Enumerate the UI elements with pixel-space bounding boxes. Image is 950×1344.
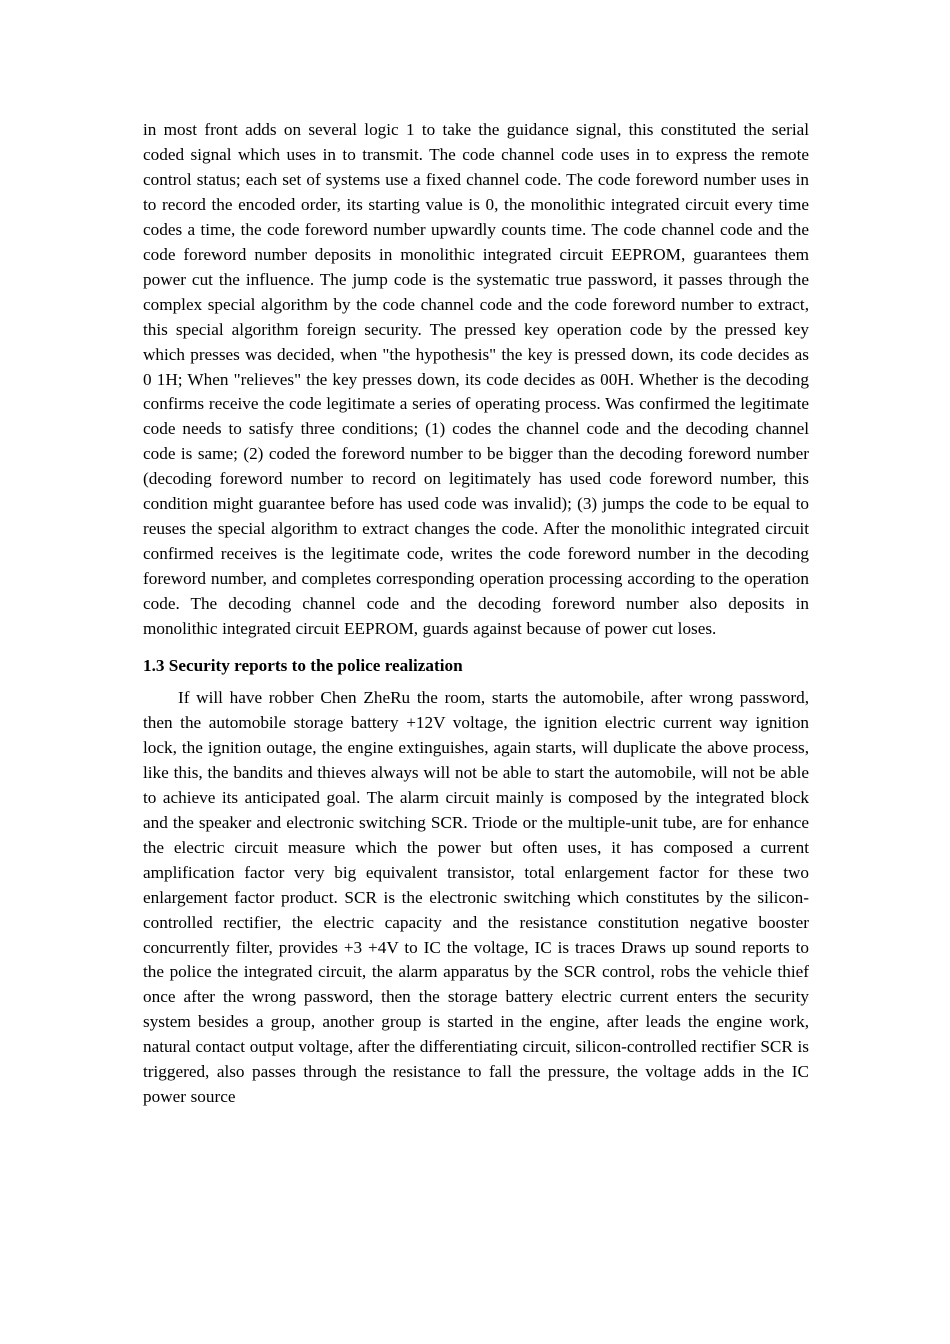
text-column	[143, 118, 809, 1110]
body-paragraph-security-reports: If will have robber Chen ZheRu the room, starts the automobile, after wrong password, then the automobile storage battery +12V voltage, the ignition electric current way ignition lock, the ignition outage, the engine extinguishes, again starts, will duplicate the above process, like this, the bandits and thieves always will not be able to start the automobile, will not be able to achieve its anticipated goal. The alarm circuit mainly is composed by the integrated block and the speaker and electronic switching SCR. Triode or the multiple-unit tube, are for enhance the electric circuit measure which the power but often uses, it has composed a current amplification factor very big equivalent transistor, total enlargement factor for these two enlargement factor product. SCR is the electronic switching which constitutes by the silicon-controlled rectifier, the electric capacity and the resistance constitution negative booster concurrently filter, provides +3 +4V to IC the voltage, IC is traces Draws up sound reports to the police the integrated circuit, the alarm apparatus by the SCR control, robs the vehicle thief once after the wrong password, then the storage battery electric current enters the security system besides a group, another group is started in the engine, after leads the engine work, natural contact output voltage, after the differentiating circuit, silicon-controlled rectifier SCR is triggered, also passes through the resistance to fall the pressure, the voltage adds in the IC power source	[143, 687, 809, 1107]
section-heading-1-3: 1.3 Security reports to the police realization	[143, 656, 463, 676]
body-paragraph-continuation: in most front adds on several logic 1 to take the guidance signal, this constituted the serial coded signal which uses in to transmit. The code channel code uses in to express the remote control status; each set of systems use a fixed channel code. The code foreword number uses in to record the encoded order, its starting value is 0, the monolithic integrated circuit every time codes a time, the code foreword number upwardly counts time. The code channel code and the code foreword number deposits in monolithic integrated circuit EEPROM, guarantees them power cut the influence. The jump code is the systematic true password, it passes through the complex special algorithm by the code channel code and the code foreword number to extract, this special algorithm foreign security. The pressed key operation code by the pressed key which presses was decided, when "the hypothesis" the key is pressed down, its code decides as 0 1H; When "relieves" the key presses down, its code decides as 00H. Whether is the decoding confirms receive the code legitimate a series of operating process. Was confirmed the legitimate code needs to satisfy three conditions; (1) codes the channel code and the decoding channel code is same; (2) coded the foreword number to be bigger than the decoding foreword number (decoding foreword number to record on legitimately has used code foreword number, this condition might guarantee before has used code was invalid); (3) jumps the code to be equal to reuses the special algorithm to extract changes the code. After the monolithic integrated circuit confirmed receives is the legitimate code, writes the code foreword number in the decoding foreword number, and completes corresponding operation processing according to the operation code. The decoding channel code and the decoding foreword number also deposits in monolithic integrated circuit EEPROM, guards against because of power cut loses.	[143, 120, 809, 639]
